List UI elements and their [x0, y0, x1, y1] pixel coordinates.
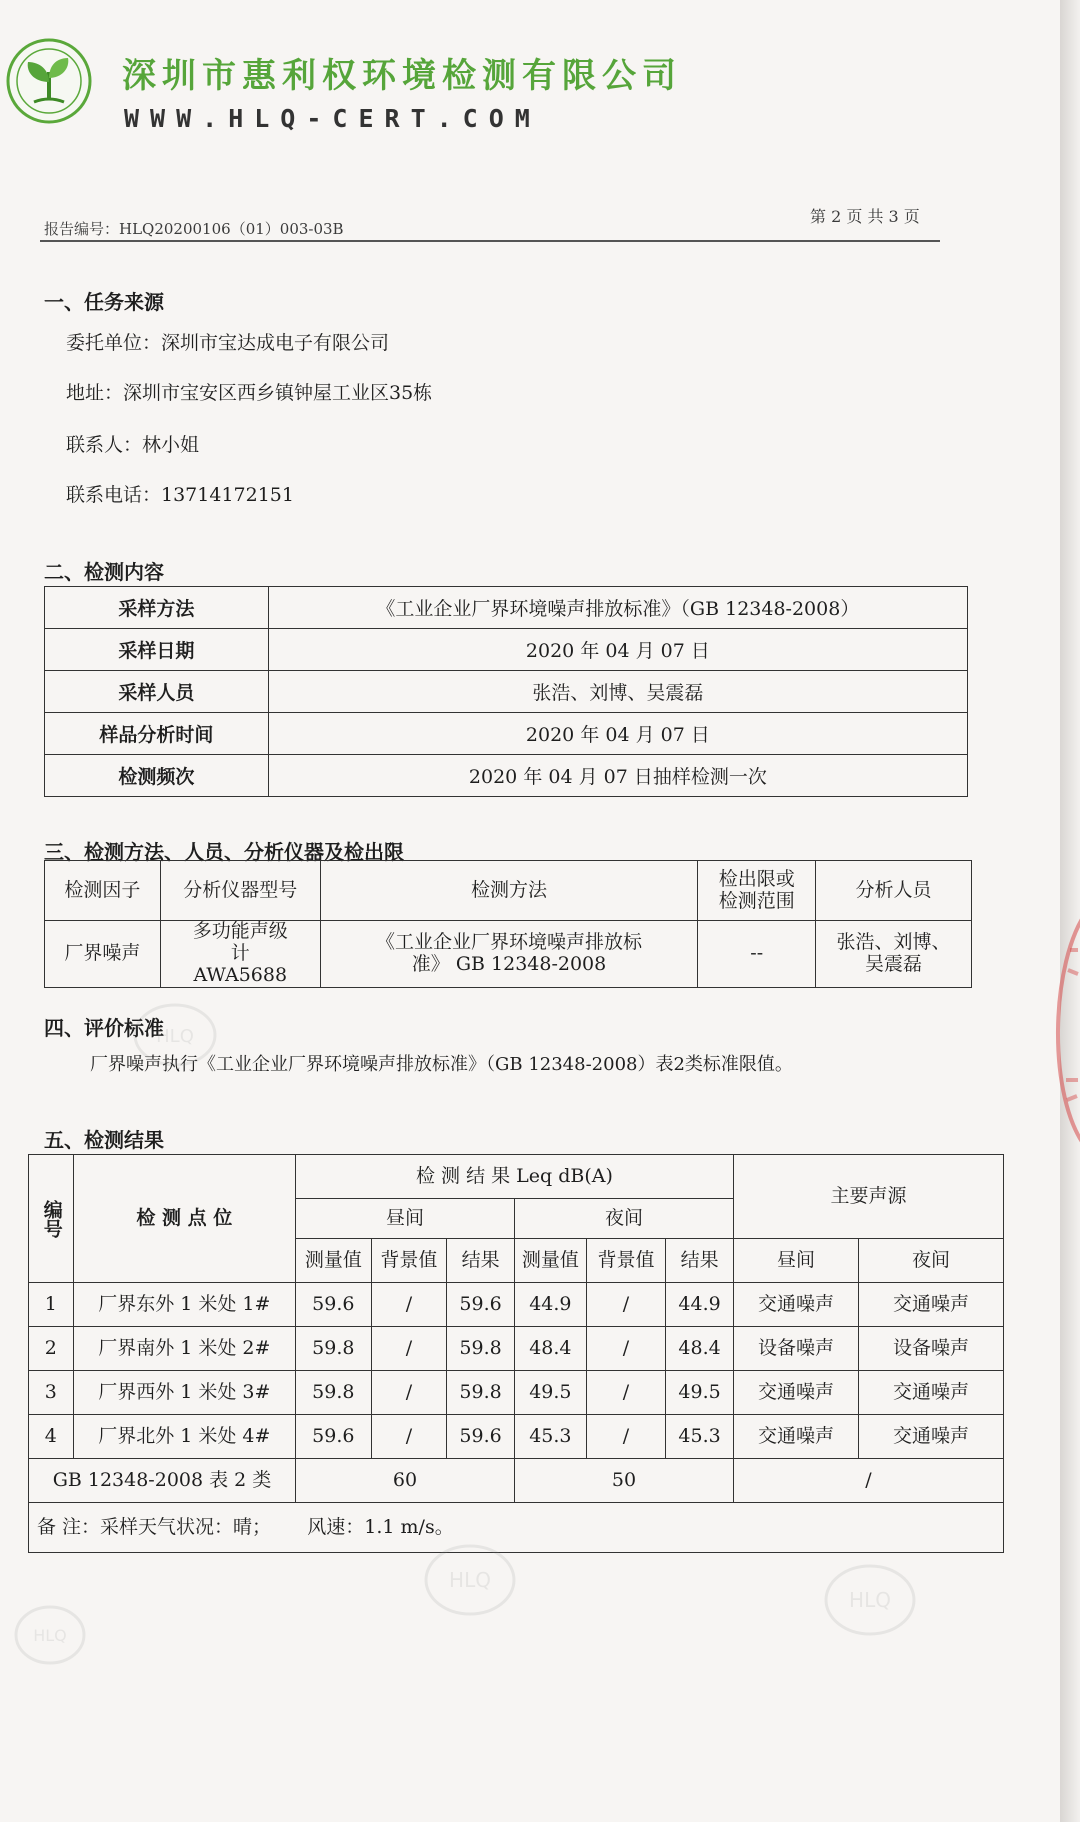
row-value: 《工业企业厂界环境噪声排放标准》（GB 12348-2008）	[268, 587, 967, 629]
cell-night-result: 45.3	[666, 1415, 734, 1459]
method-table	[44, 860, 972, 988]
standard-source: /	[733, 1459, 1003, 1503]
section-4-heading: 四、评价标准	[44, 1016, 164, 1040]
cell-day-background: /	[371, 1371, 447, 1415]
cell-day-measured: 59.6	[295, 1283, 371, 1327]
watermark-text: HLQ	[156, 1026, 194, 1047]
header-cell: 背景值	[371, 1239, 447, 1283]
section-5-heading: 五、检测结果	[44, 1128, 164, 1152]
cell-day-background: /	[371, 1415, 447, 1459]
results-table	[28, 1154, 1004, 1553]
header-cell: 检 测 结 果 Leq dB(A)	[295, 1155, 733, 1199]
header-cell: 测量值	[514, 1239, 586, 1283]
cell-day-measured: 59.8	[295, 1327, 371, 1371]
header-cell: 结果	[666, 1239, 734, 1283]
cell-source-day: 交通噪声	[733, 1283, 858, 1327]
method-cell: 《工业企业厂界环境噪声排放标准》 GB 12348-2008	[320, 921, 698, 988]
cell-day-background: /	[371, 1283, 447, 1327]
section-3-heading: 三、检测方法、人员、分析仪器及检出限	[44, 840, 404, 864]
cell-day-result: 59.6	[447, 1283, 515, 1327]
section-1-heading: 一、任务来源	[44, 290, 164, 314]
header-cell: 结果	[447, 1239, 515, 1283]
leaf-logo-icon	[6, 38, 92, 124]
table-row	[45, 713, 968, 755]
standard-label: GB 12348-2008 表 2 类	[29, 1459, 296, 1503]
header-cell: 夜间	[859, 1239, 1004, 1283]
remark-cell: 备 注：采样天气状况：晴； 风速：1.1 m/s。	[29, 1503, 1004, 1553]
table-row	[29, 1371, 1004, 1415]
page-number: 第 2 页 共 3 页	[810, 207, 920, 226]
header-cell: 昼间	[295, 1199, 514, 1239]
row-label: 检测频次	[45, 755, 269, 797]
cell-source-day: 交通噪声	[733, 1371, 858, 1415]
header-cell: 测量值	[295, 1239, 371, 1283]
watermark-text: HLQ	[33, 1626, 67, 1645]
hlq-watermark-stamp-icon	[10, 1600, 90, 1670]
header-cell: 检出限或检测范围	[698, 861, 816, 921]
table-row	[29, 1327, 1004, 1371]
header-rule	[40, 240, 940, 242]
row-value: 2020 年 04 月 07 日	[268, 629, 967, 671]
watermark-text: HLQ	[449, 1568, 491, 1592]
section-2-heading: 二、检测内容	[44, 560, 164, 584]
table-row	[29, 1283, 1004, 1327]
cell-day-result: 59.8	[447, 1327, 515, 1371]
cell-no: 3	[29, 1371, 74, 1415]
client-line: 委托单位：深圳市宝达成电子有限公司	[66, 332, 390, 354]
cell-day-result: 59.8	[447, 1371, 515, 1415]
cell-day-measured: 59.8	[295, 1371, 371, 1415]
header-cell: 编号	[29, 1155, 74, 1283]
hlq-watermark-stamp-icon	[130, 1000, 220, 1070]
cell-source-day: 设备噪声	[733, 1327, 858, 1371]
hlq-watermark-stamp-icon	[820, 1560, 920, 1640]
header-cell: 夜间	[514, 1199, 733, 1239]
row-label: 采样日期	[45, 629, 269, 671]
row-value: 张浩、刘博、吴震磊	[268, 671, 967, 713]
row-label: 样品分析时间	[45, 713, 269, 755]
address-line: 地址：深圳市宝安区西乡镇钟屋工业区35栋	[66, 382, 433, 404]
header-cell: 检 测 点 位	[73, 1155, 295, 1283]
limit-cell: --	[698, 921, 816, 988]
cell-source-night: 交通噪声	[859, 1371, 1004, 1415]
cell-no: 1	[29, 1283, 74, 1327]
header-cell: 检测方法	[320, 861, 698, 921]
standard-row	[29, 1459, 1004, 1503]
cell-night-background: /	[586, 1371, 665, 1415]
table-row	[45, 921, 972, 988]
cell-night-result: 49.5	[666, 1371, 734, 1415]
cell-point: 厂界东外 1 米处 1#	[73, 1283, 295, 1327]
company-name: 深圳市惠利权环境检测有限公司	[122, 56, 682, 96]
standard-day-limit: 60	[295, 1459, 514, 1503]
cell-point: 厂界南外 1 米处 2#	[73, 1327, 295, 1371]
row-value: 2020 年 04 月 07 日抽样检测一次	[268, 755, 967, 797]
cell-day-result: 59.6	[447, 1415, 515, 1459]
cell-source-day: 交通噪声	[733, 1415, 858, 1459]
phone-line: 联系电话：13714172151	[66, 484, 294, 506]
table-row	[45, 755, 968, 797]
table-header-row	[29, 1155, 1004, 1199]
row-label: 采样人员	[45, 671, 269, 713]
instrument-cell: 多功能声级计 AWA5688	[160, 921, 320, 988]
header-cell: 背景值	[586, 1239, 665, 1283]
cell-day-measured: 59.6	[295, 1415, 371, 1459]
row-value: 2020 年 04 月 07 日	[268, 713, 967, 755]
row-label: 采样方法	[45, 587, 269, 629]
table-header-row	[45, 861, 972, 921]
cell-point: 厂界西外 1 米处 3#	[73, 1371, 295, 1415]
report-number: 报告编号：HLQ20200106（01）003-03B	[44, 220, 344, 238]
cell-night-measured: 48.4	[514, 1327, 586, 1371]
header-cell: 检测因子	[45, 861, 161, 921]
hlq-watermark-stamp-icon	[420, 1540, 520, 1620]
header-cell: 昼间	[733, 1239, 858, 1283]
cell-night-background: /	[586, 1327, 665, 1371]
cell-source-night: 设备噪声	[859, 1327, 1004, 1371]
evaluation-standard-text: 厂界噪声执行《工业企业厂界环境噪声排放标准》（GB 12348-2008）表2类标准限值。	[90, 1054, 793, 1075]
cell-night-measured: 45.3	[514, 1415, 586, 1459]
header-cell: 分析仪器型号	[160, 861, 320, 921]
cell-no: 4	[29, 1415, 74, 1459]
cell-source-night: 交通噪声	[859, 1283, 1004, 1327]
standard-night-limit: 50	[514, 1459, 733, 1503]
detection-content-table	[44, 586, 968, 797]
cell-day-background: /	[371, 1327, 447, 1371]
cell-night-result: 44.9	[666, 1283, 734, 1327]
analyst-cell: 张浩、刘博、吴震磊	[816, 921, 972, 988]
cell-no: 2	[29, 1327, 74, 1371]
cell-night-background: /	[586, 1415, 665, 1459]
table-row	[45, 671, 968, 713]
header-cell: 分析人员	[816, 861, 972, 921]
watermark-text: HLQ	[849, 1588, 891, 1612]
cell-night-background: /	[586, 1283, 665, 1327]
table-row	[45, 587, 968, 629]
cell-night-measured: 49.5	[514, 1371, 586, 1415]
cell-source-night: 交通噪声	[859, 1415, 1004, 1459]
cell-night-result: 48.4	[666, 1327, 734, 1371]
contact-line: 联系人：林小姐	[66, 434, 200, 456]
header-cell: 主要声源	[733, 1155, 1003, 1239]
company-website: WWW.HLQ-CERT.COM	[124, 104, 541, 133]
cell-night-measured: 44.9	[514, 1283, 586, 1327]
red-seal-fragment-icon	[1040, 900, 1080, 1160]
factor-cell: 厂界噪声	[45, 921, 161, 988]
cell-point: 厂界北外 1 米处 4#	[73, 1415, 295, 1459]
table-row	[29, 1415, 1004, 1459]
table-row	[45, 629, 968, 671]
